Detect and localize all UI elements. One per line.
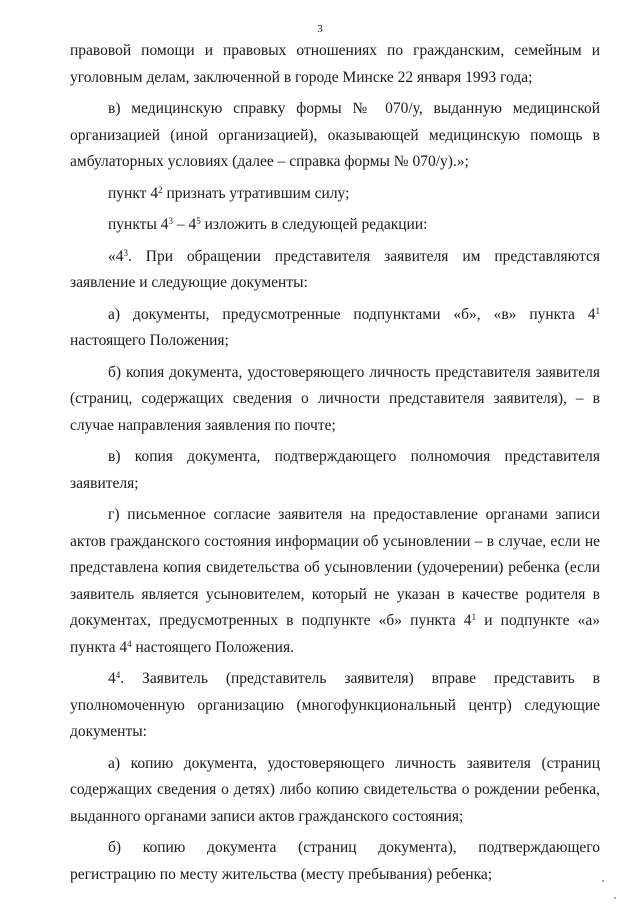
superscript: 4 xyxy=(127,638,132,649)
text-run: б) копию документа (страниц документа), подтверждающего регистрацию по месту жительства (месту пребывания) ребенка; xyxy=(70,839,600,883)
text-run: . Заявитель (представитель заявителя) вправе представить в уполномоченную организацию (многофункциональный центр) следующие документы: xyxy=(70,670,600,740)
superscript: 5 xyxy=(196,216,201,226)
paragraph xyxy=(70,38,600,91)
text-run: а) документы, предусмотренные подпунктами «б», «в» пункта 4 xyxy=(108,305,596,323)
document-body xyxy=(70,38,600,893)
text-run: изложить в следующей редакции: xyxy=(200,216,428,233)
text-run: г) письменное согласие заявителя на предоставление органами записи актов гражданского состояния информации об усыновлении – в случае, если не представлена копия свидетельства об усыновлении (удочерении) ребенка (если заявитель является усыновителем, который не указан в качестве родителя в документах, предусмотренных в подпункте «б» пункта 4 xyxy=(70,506,600,629)
scan-speck xyxy=(614,897,616,899)
superscript: 1 xyxy=(595,305,600,316)
superscript: 4 xyxy=(115,670,121,680)
text-run: а) копию документа, удостоверяющего личность заявителя (страниц содержащих сведения о детях) либо копию свидетельства о рождении ребенка, выданного органами записи актов гражданского состояния; xyxy=(70,754,600,825)
paragraph xyxy=(70,502,600,661)
text-run: – 4 xyxy=(172,216,197,233)
paragraph xyxy=(70,244,600,297)
text-run: 4 xyxy=(108,670,116,687)
text-run: в) копия документа, подтверждающего полномочия представителя заявителя; xyxy=(70,448,600,492)
paragraph xyxy=(70,96,600,176)
scan-speck xyxy=(602,880,604,882)
text-run: в) медицинскую справку формы № 070/у, выданную медицинской организацией (иной организацией), оказывающей медицинскую помощь в амбулаторных условиях (далее – справка формы № 070/у).»; xyxy=(70,100,600,170)
paragraph xyxy=(70,751,600,831)
superscript: 3 xyxy=(168,216,173,226)
text-run: пункты 4 xyxy=(108,216,169,233)
text-run: . При обращении представителя заявителя им представляются заявление и следующие документы: xyxy=(70,247,600,291)
text-run: и подпункте «а» пункта 4 xyxy=(70,612,600,656)
paragraph xyxy=(70,444,600,497)
text-run: пункт 4 xyxy=(108,184,159,202)
superscript: 1 xyxy=(471,612,477,622)
text-run: б) копия документа, удостоверяющего личность представителя заявителя (страниц, содержащих сведения о личности представителя заявителя), – в случае направления заявления по почте; xyxy=(70,363,600,434)
paragraph xyxy=(70,181,600,208)
paragraph xyxy=(70,212,600,239)
superscript: 2 xyxy=(158,184,163,195)
text-run: настоящего Положения. xyxy=(131,638,294,656)
page-number: 3 xyxy=(317,23,323,35)
superscript: 3 xyxy=(123,247,128,258)
paragraph xyxy=(70,835,600,888)
paragraph xyxy=(70,360,600,440)
text-run: «4 xyxy=(108,247,124,265)
text-run: настоящего Положения; xyxy=(70,332,229,349)
text-run: признать утратившим силу; xyxy=(162,184,350,202)
paragraph xyxy=(70,302,600,355)
paragraph xyxy=(70,666,600,746)
text-run: правовой помощи и правовых отношениях по гражданским, семейным и уголовным делам, заключенной в городе Минске 22 января 1993 года; xyxy=(70,42,600,86)
